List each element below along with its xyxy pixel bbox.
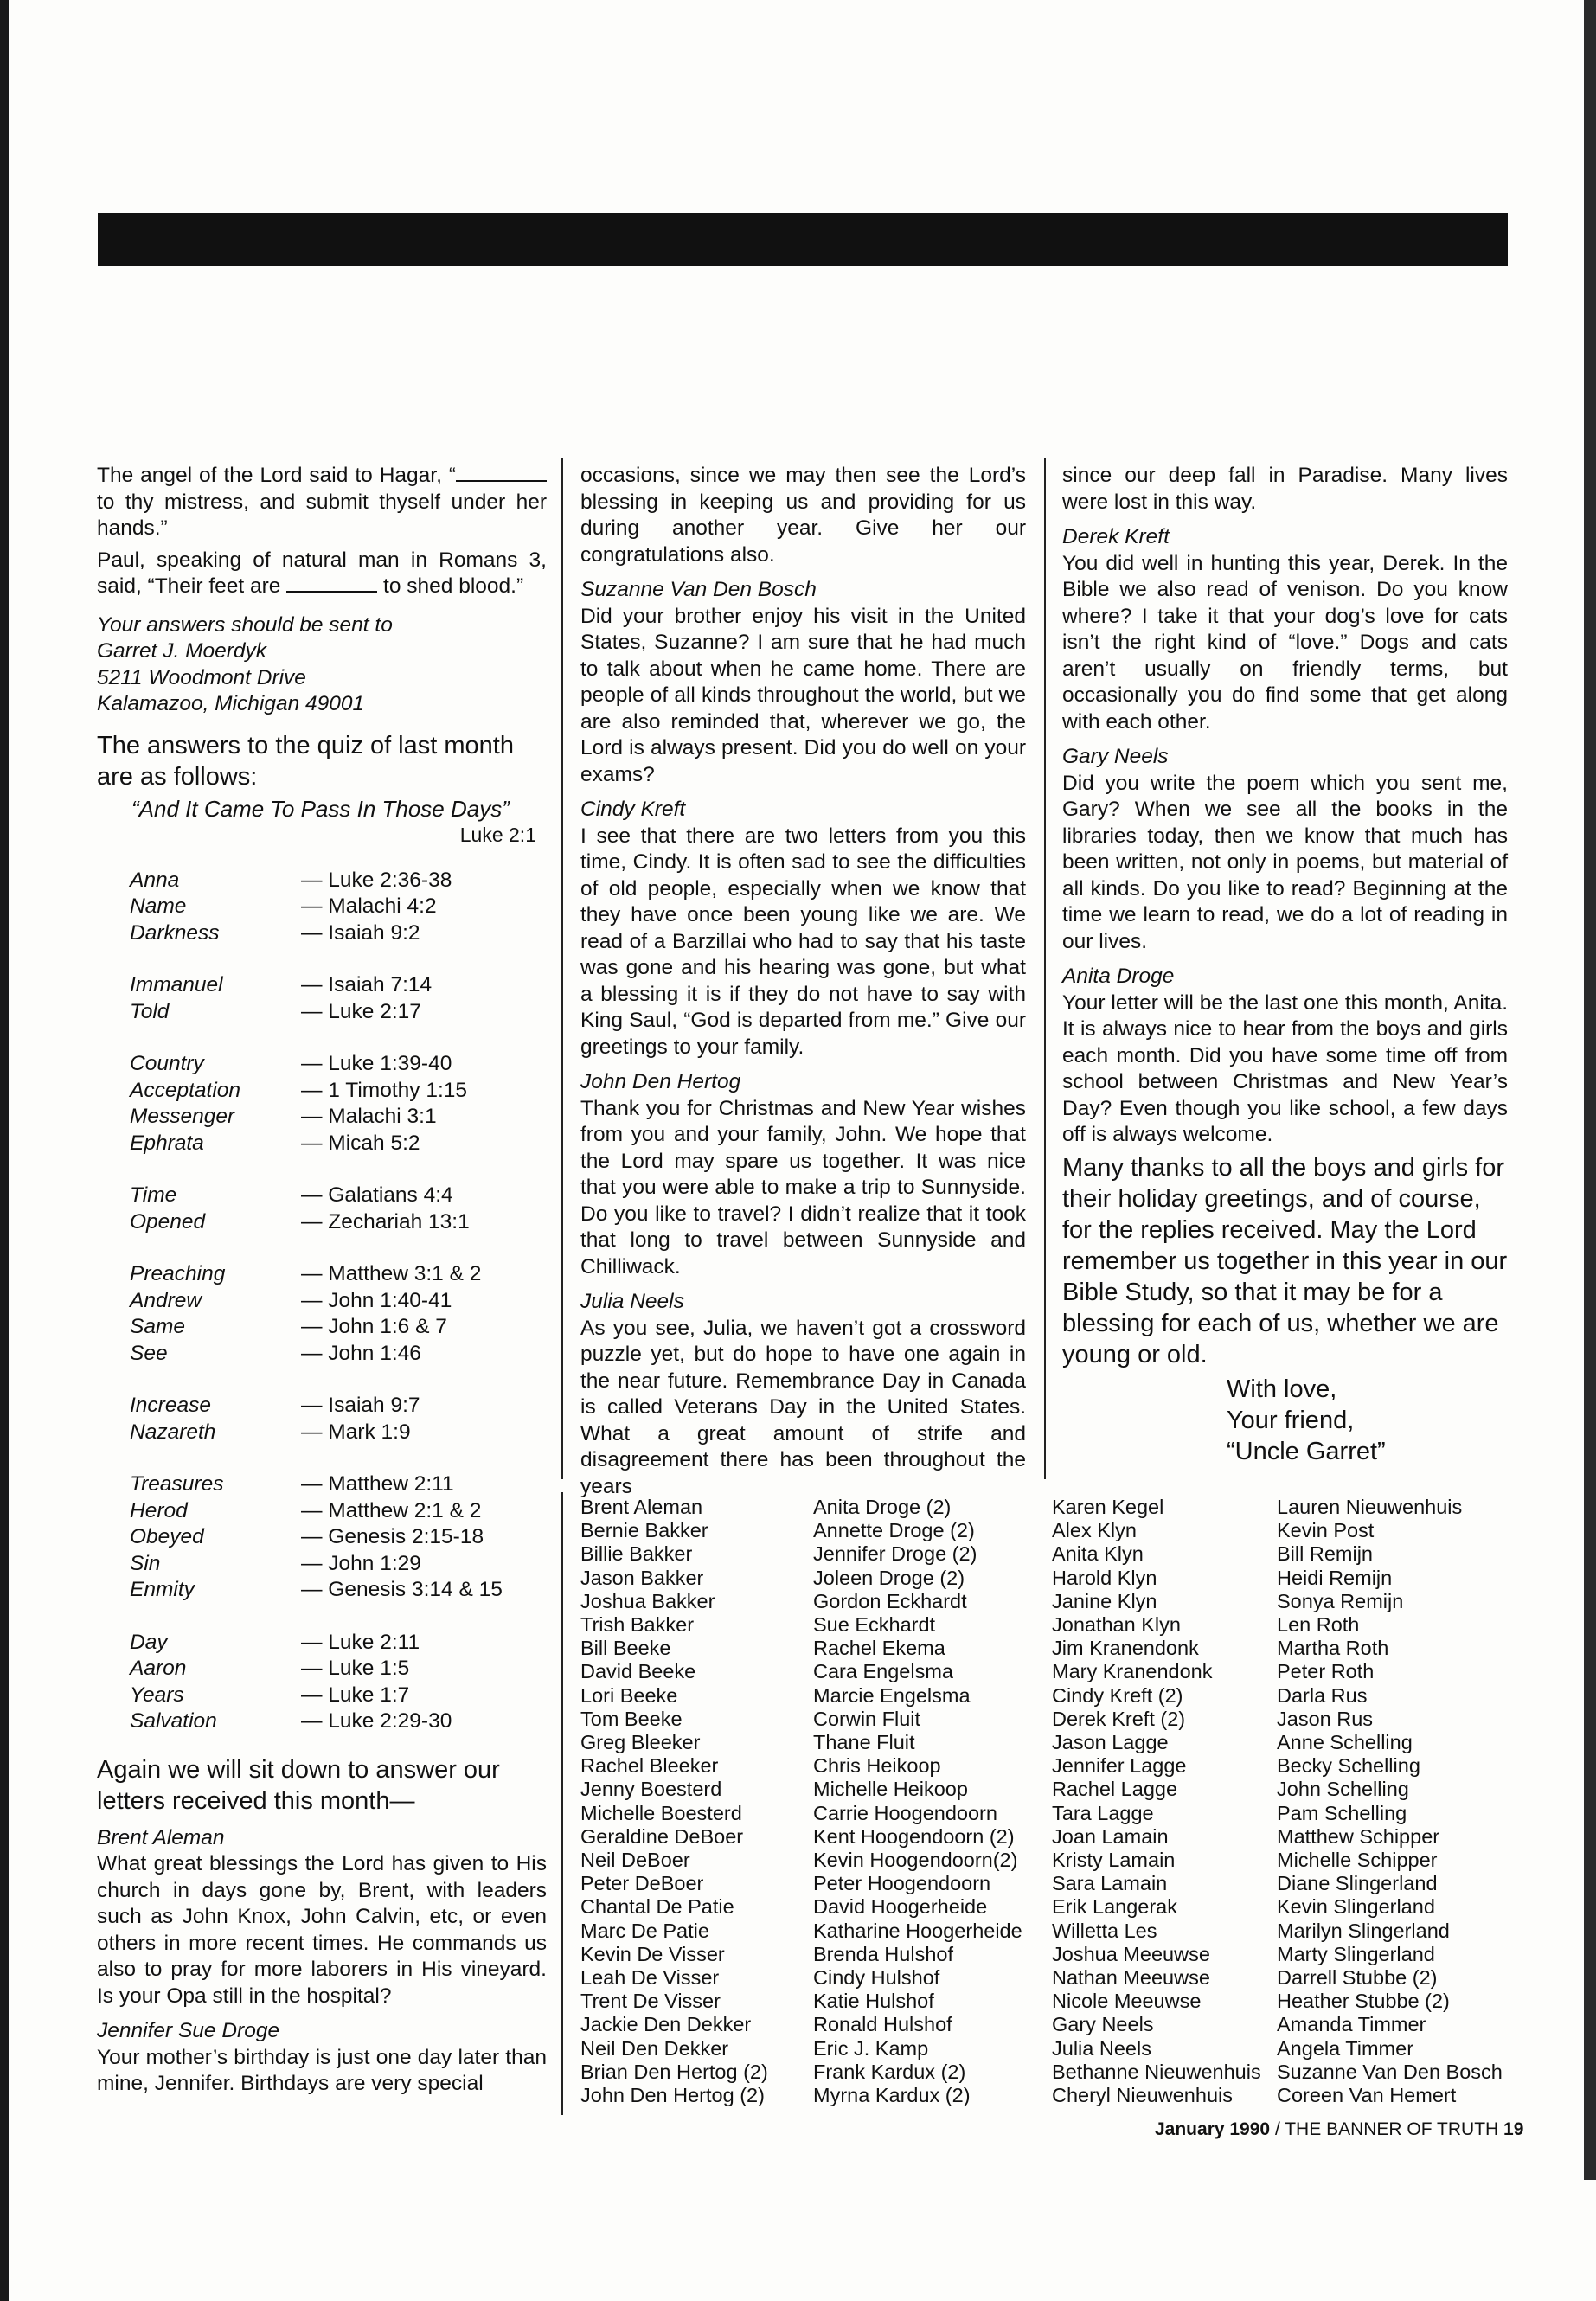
- name-entry: Derek Kreft (2): [1052, 1707, 1186, 1730]
- name-entry: Billie Bakker: [580, 1542, 693, 1566]
- quiz-reference: — Galatians 4:4: [301, 1183, 453, 1207]
- quiz-word: Acceptation: [130, 1078, 241, 1102]
- mailing-address: Your answers should be sent to Garret J. Moerdyk 5211 Woodmont Drive Kalamazoo, Michigan 49001: [97, 612, 393, 715]
- name-entry: Myrna Kardux (2): [813, 2084, 971, 2107]
- name-entry: Geraldine DeBoer: [580, 1824, 744, 1848]
- name-entry: Rachel Bleeker: [580, 1754, 719, 1778]
- quiz-row: [130, 1261, 547, 1288]
- quiz-word: Herod: [130, 1498, 188, 1522]
- quiz-group: [130, 1630, 547, 1735]
- name-entry: Anita Klyn: [1052, 1542, 1144, 1566]
- quiz-row: [130, 1577, 547, 1604]
- name-entry: Erik Langerak: [1052, 1895, 1177, 1919]
- quiz-word: Preaching: [130, 1262, 226, 1285]
- signature: With love, Your friend, “Uncle Garret”: [1227, 1375, 1386, 1465]
- name-entry: Lauren Nieuwenhuis: [1277, 1496, 1463, 1518]
- quiz-group: [130, 1261, 547, 1367]
- quiz-reference: — Luke 2:29-30: [301, 1709, 452, 1733]
- letter-name: Anita Droge: [1062, 965, 1175, 988]
- quiz-reference: — Luke 2:36-38: [301, 868, 452, 892]
- name-entry: Kevin Hoogendoorn(2): [813, 1849, 1018, 1872]
- column-2: [580, 463, 1026, 1503]
- letter-text: You did well in hunting this year, Derek. In the Bible we also read of venison. Do you know where? I take it that your dog’s love for cats isn’t the right kind of “love.” Dogs and cats aren’t usually on friendly terms, but occasionally you do find some that get along with each other.: [1062, 551, 1508, 734]
- name-entry: Marty Slingerland: [1277, 1942, 1435, 1965]
- quiz-reference: — Mark 1:9: [301, 1420, 411, 1444]
- quiz-word: Sin: [130, 1551, 161, 1575]
- quiz-reference: — John 1:6 & 7: [301, 1315, 447, 1338]
- quiz-reference: — John 1:46: [301, 1341, 421, 1365]
- name-entry: Pam Schelling: [1277, 1801, 1407, 1824]
- answer-blank: [456, 463, 547, 482]
- name-entry: Michelle Schipper: [1277, 1849, 1438, 1872]
- name-entry: Kristy Lamain: [1052, 1849, 1176, 1872]
- quiz-reference: — Luke 2:11: [301, 1630, 420, 1654]
- name-entry: Bill Remijn: [1277, 1542, 1373, 1566]
- letter-text: As you see, Julia, we haven’t got a crossword puzzle yet, but do hope to have one again in the near future. Remembrance Day in Canada is called Veterans Day in the United States. What a great amount of strife and disagreement there has been throughout the years: [580, 1316, 1026, 1498]
- names-column: [580, 1496, 768, 2107]
- name-entry: Peter DeBoer: [580, 1872, 704, 1895]
- name-entry: Marcie Engelsma: [813, 1683, 971, 1707]
- quiz-word: Time: [130, 1183, 177, 1207]
- quiz-word: Messenger: [130, 1105, 235, 1128]
- header-banner: [98, 213, 1508, 266]
- letter-name: Suzanne Van Den Bosch: [580, 578, 817, 601]
- quiz-row: [130, 1288, 547, 1315]
- quiz-question: Paul, speaking of natural man in Romans 3, said, “Their feet are to shed blood.”: [97, 548, 547, 598]
- name-entry: Harold Klyn: [1052, 1566, 1157, 1589]
- quiz-row: [130, 894, 547, 920]
- letter-name: John Den Hertog: [580, 1070, 741, 1093]
- letter-text: Thank you for Christmas and New Year wishes from you and your family, John. We hope that the Lord may spare us together. It was nice that you were able to make a trip to Sunnyside. Do you like to travel? I didn’t realize that it took that long to travel between Sunnyside and Chilliwack.: [580, 1096, 1026, 1279]
- name-entry: Len Roth: [1277, 1613, 1360, 1637]
- name-entry: Brenda Hulshof: [813, 1942, 953, 1965]
- name-entry: Brian Den Hertog (2): [580, 2060, 768, 2083]
- quiz-word: Andrew: [130, 1288, 202, 1312]
- name-entry: Nicole Meeuwse: [1052, 1990, 1202, 2013]
- name-entry: John Den Hertog (2): [580, 2084, 765, 2107]
- letter-text: Your letter will be the last one this month, Anita. It is always nice to hear from the boys and girls each month. Did you have some time off from school between Christmas and New Year’s Day? Even though you like school, a few days off is always welcome.: [1062, 990, 1508, 1146]
- name-entry: Nathan Meeuwse: [1052, 1966, 1210, 1990]
- letter-name: Jennifer Sue Droge: [97, 2019, 280, 2042]
- name-entry: Anita Droge (2): [813, 1496, 952, 1518]
- quiz-row: [130, 1524, 547, 1551]
- quiz-word: See: [130, 1341, 168, 1365]
- quiz-group: [130, 1183, 547, 1235]
- name-entry: John Schelling: [1277, 1778, 1409, 1801]
- quiz-word: Treasures: [130, 1472, 224, 1496]
- quiz-reference: — Isaiah 7:14: [301, 973, 433, 997]
- letter-name: Cindy Kreft: [580, 798, 686, 821]
- quiz-reference: — Luke 1:7: [301, 1682, 410, 1707]
- name-entry: Diane Slingerland: [1277, 1872, 1438, 1895]
- letter-text: I see that there are two letters from you this time, Cindy. It is often sad to see the difficulties of old people, especially when we know that they have once been young like we are. We read of a Barzillai who had to say that his taste was gone and his hearing was gone, but what a blessing it is if they do not have to say with King Saul, “God is departed from me.” Give our greetings to your family.: [580, 824, 1026, 1059]
- quiz-reference: — Luke 1:39-40: [301, 1052, 452, 1075]
- quiz-reference: — Micah 5:2: [301, 1131, 420, 1155]
- name-entry: Tom Beeke: [580, 1707, 683, 1730]
- column-rule: [561, 458, 563, 1479]
- name-entry: Willetta Les: [1052, 1919, 1157, 1942]
- quiz-reference: — John 1:40-41: [301, 1288, 452, 1312]
- names-column: [813, 1496, 1022, 2107]
- quiz-word: Enmity: [130, 1578, 195, 1601]
- quiz-row: [130, 1078, 547, 1105]
- quiz-word: Told: [130, 999, 170, 1023]
- name-entry: Cara Engelsma: [813, 1660, 953, 1683]
- quiz-row: [130, 999, 547, 1026]
- quiz-row: [130, 1630, 547, 1657]
- quiz-word: Salvation: [130, 1709, 217, 1733]
- quiz-row: [130, 1183, 547, 1209]
- closing-message: Many thanks to all the boys and girls for their holiday greetings, and of course, for the replies received. May the Lord remember us together in this year in our Bible Study, so that it may be for a blessing for each of us, whether we are young or old.: [1062, 1153, 1508, 1368]
- quiz-reference: — Malachi 3:1: [301, 1105, 437, 1128]
- quiz-row: [130, 1341, 547, 1368]
- name-entry: Kevin Slingerland: [1277, 1895, 1435, 1919]
- quiz-reference: — Luke 2:17: [301, 999, 421, 1023]
- letter-text: Your mother’s birthday is just one day later than mine, Jennifer. Birthdays are very special: [97, 2045, 547, 2095]
- name-entry: Janine Klyn: [1052, 1589, 1157, 1612]
- name-entry: Matthew Schipper: [1277, 1824, 1440, 1848]
- name-entry: Becky Schelling: [1277, 1754, 1420, 1778]
- quiz-row: [130, 1656, 547, 1682]
- quiz-row: [130, 1682, 547, 1709]
- name-entry: Joan Lamain: [1052, 1824, 1169, 1848]
- answer-blank: [286, 574, 377, 593]
- quiz-row: [130, 868, 547, 894]
- name-entry: Brent Aleman: [580, 1496, 703, 1518]
- name-entry: Chris Heikoop: [813, 1754, 941, 1778]
- name-entry: Ronald Hulshof: [813, 2013, 952, 2036]
- name-entry: Bethanne Nieuwenhuis: [1052, 2060, 1261, 2083]
- quiz-row: [130, 1393, 547, 1420]
- name-entry: David Hoogerheide: [813, 1895, 988, 1919]
- quiz-word: Anna: [130, 868, 180, 892]
- name-entry: Leah De Visser: [580, 1966, 720, 1990]
- name-entry: Mary Kranendonk: [1052, 1660, 1213, 1683]
- quiz-word: Years: [130, 1682, 184, 1707]
- quiz-row: [130, 1551, 547, 1578]
- quiz-group: [130, 868, 547, 947]
- name-entry: Anne Schelling: [1277, 1731, 1413, 1754]
- quiz-word: Opened: [130, 1209, 206, 1234]
- name-entry: Michelle Heikoop: [813, 1778, 968, 1801]
- name-entry: Peter Hoogendoorn: [813, 1872, 991, 1895]
- name-entry: Chantal De Patie: [580, 1895, 734, 1919]
- quiz-row: [130, 1051, 547, 1078]
- letter-name: Brent Aleman: [97, 1825, 225, 1849]
- name-entry: Sonya Remijn: [1277, 1589, 1404, 1612]
- quiz-reference: — John 1:29: [301, 1551, 421, 1575]
- name-entry: Joshua Bakker: [580, 1589, 715, 1612]
- quiz-reference: — Isaiah 9:2: [301, 920, 420, 945]
- name-entry: Kevin Post: [1277, 1519, 1375, 1542]
- letter-text: occasions, since we may then see the Lord’s blessing in keeping us and providing for us during another year. Give her our congratulations also.: [580, 464, 1026, 567]
- name-entry: Darla Rus: [1277, 1683, 1368, 1707]
- quiz-row: [130, 972, 547, 999]
- letter-name: Derek Kreft: [1062, 525, 1170, 548]
- name-entry: Michelle Boesterd: [580, 1801, 742, 1824]
- quiz-word: Country: [130, 1052, 204, 1075]
- name-entry: Sue Eckhardt: [813, 1613, 936, 1637]
- quiz-reference: — Matthew 3:1 & 2: [301, 1262, 482, 1285]
- name-entry: Heidi Remijn: [1277, 1566, 1393, 1589]
- quiz-word: Increase: [130, 1394, 211, 1417]
- column-rule: [1044, 458, 1046, 1479]
- name-entry: Tara Lagge: [1052, 1801, 1154, 1824]
- name-entry: Corwin Fluit: [813, 1707, 921, 1730]
- name-entry: Karen Kegel: [1052, 1496, 1164, 1518]
- name-entry: Jason Rus: [1277, 1707, 1374, 1730]
- name-entry: Jason Lagge: [1052, 1731, 1169, 1754]
- letter-name: Gary Neels: [1062, 745, 1169, 768]
- name-entry: Jim Kranendonk: [1052, 1637, 1199, 1660]
- name-entry: Heather Stubbe (2): [1277, 1990, 1450, 2013]
- column-rule: [561, 1492, 563, 2115]
- name-entry: Thane Fluit: [813, 1731, 915, 1754]
- name-entry: Marc De Patie: [580, 1919, 709, 1942]
- scan-right-edge: [1584, 0, 1596, 2180]
- name-entry: Lori Beeke: [580, 1683, 678, 1707]
- quiz-word: Obeyed: [130, 1525, 204, 1548]
- quiz-group: [130, 972, 547, 1025]
- name-entry: Kevin De Visser: [580, 1942, 725, 1965]
- name-entry: Alex Klyn: [1052, 1519, 1137, 1542]
- quiz-row: [130, 1104, 547, 1131]
- column-3: [1062, 463, 1508, 1467]
- quiz-word: Same: [130, 1315, 186, 1338]
- quiz-row: [130, 1314, 547, 1341]
- name-entry: Kent Hoogendoorn (2): [813, 1824, 1015, 1848]
- name-entry: Trish Bakker: [580, 1613, 695, 1637]
- quiz-reference: Luke 2:1: [459, 824, 536, 846]
- name-entry: Jennifer Lagge: [1052, 1754, 1187, 1778]
- name-entry: Katharine Hoogerheide: [813, 1919, 1022, 1942]
- name-entry: Angela Timmer: [1277, 2036, 1414, 2060]
- name-entry: Coreen Van Hemert: [1277, 2084, 1457, 2107]
- name-entry: Martha Roth: [1277, 1637, 1389, 1660]
- name-entry: David Beeke: [580, 1660, 696, 1683]
- answers-heading: The answers to the quiz of last month are as follows:: [97, 731, 514, 791]
- name-entry: Jason Bakker: [580, 1566, 704, 1589]
- quiz-row: [130, 1420, 547, 1446]
- quiz-word: Darkness: [130, 920, 220, 945]
- name-entry: Cindy Kreft (2): [1052, 1683, 1183, 1707]
- quiz-word: Day: [130, 1630, 168, 1654]
- name-entry: Rachel Lagge: [1052, 1778, 1178, 1801]
- name-entry: Neil DeBoer: [580, 1849, 690, 1872]
- name-entry: Annette Droge (2): [813, 1519, 975, 1542]
- quiz-reference: — Luke 1:5: [301, 1657, 410, 1680]
- column-1: [97, 463, 547, 2101]
- name-entry: Gary Neels: [1052, 2013, 1154, 2036]
- name-entry: Trent De Visser: [580, 1990, 721, 2013]
- letter-name: Julia Neels: [580, 1290, 684, 1313]
- name-entry: Suzanne Van Den Bosch: [1277, 2060, 1503, 2083]
- name-entry: Jenny Boesterd: [580, 1778, 722, 1801]
- name-entry: Jonathan Klyn: [1052, 1613, 1181, 1637]
- quiz-reference: — Malachi 4:2: [301, 894, 437, 918]
- quiz-reference: — Matthew 2:1 & 2: [301, 1498, 482, 1522]
- name-entry: Neil Den Dekker: [580, 2036, 729, 2060]
- name-entry: Cindy Hulshof: [813, 1966, 940, 1990]
- quiz-reference: — Matthew 2:11: [301, 1472, 454, 1496]
- name-entry: Julia Neels: [1052, 2036, 1151, 2060]
- name-entry: Katie Hulshof: [813, 1990, 934, 2013]
- quiz-word: Aaron: [130, 1657, 187, 1680]
- quiz-title: “And It Came To Pass In Those Days”: [131, 795, 510, 822]
- name-entry: Joleen Droge (2): [813, 1566, 965, 1589]
- letter-text: What great blessings the Lord has given to His church in days gone by, Brent, with leaders such as John Knox, John Calvin, etc, or even others in more recent times. He commands us also to pray for more laborers in His vineyard. Is your Opa still in the hospital?: [97, 1852, 547, 2008]
- name-entry: Peter Roth: [1277, 1660, 1375, 1683]
- names-column: [1277, 1496, 1503, 2107]
- quiz-word: Nazareth: [130, 1420, 216, 1444]
- quiz-row: [130, 1131, 547, 1157]
- name-entry: Bill Beeke: [580, 1637, 671, 1660]
- quiz-reference: — Genesis 3:14 & 15: [301, 1578, 503, 1601]
- quiz-word: Name: [130, 894, 187, 918]
- name-entry: Eric J. Kamp: [813, 2036, 929, 2060]
- letters-intro: Again we will sit down to answer our letters received this month—: [97, 1755, 500, 1815]
- scan-left-edge: [0, 0, 9, 2301]
- quiz-question: The angel of the Lord said to Hagar, “ to thy mistress, and submit thyself under her hands.”: [97, 464, 547, 540]
- quiz-reference: — Isaiah 9:7: [301, 1394, 420, 1417]
- name-entry: Darrell Stubbe (2): [1277, 1966, 1438, 1990]
- quiz-row: [130, 1498, 547, 1525]
- name-entry: Greg Bleeker: [580, 1731, 701, 1754]
- quiz-row: [130, 1471, 547, 1498]
- quiz-row: [130, 1708, 547, 1735]
- names-column: [1052, 1496, 1261, 2107]
- name-entry: Cheryl Nieuwenhuis: [1052, 2084, 1233, 2107]
- quiz-word: Immanuel: [130, 973, 223, 997]
- name-entry: Gordon Eckhardt: [813, 1589, 967, 1612]
- quiz-reference: — Zechariah 13:1: [301, 1209, 470, 1234]
- letter-text: Did your brother enjoy his visit in the United States, Suzanne? I am sure that he had much to talk about when he came home. There are people of all kinds throughout the world, but we are also reminded that, wherever we go, the Lord is always present. Did you do well on your exams?: [580, 604, 1026, 786]
- name-entry: Joshua Meeuwse: [1052, 1942, 1210, 1965]
- name-entry: Marilyn Slingerland: [1277, 1919, 1450, 1942]
- quiz-row: [130, 1209, 547, 1236]
- name-entry: Jackie Den Dekker: [580, 2013, 752, 2036]
- name-entry: Frank Kardux (2): [813, 2060, 966, 2083]
- name-entry: Rachel Ekema: [813, 1637, 945, 1660]
- name-entry: Carrie Hoogendoorn: [813, 1801, 997, 1824]
- letter-text: since our deep fall in Paradise. Many lives were lost in this way.: [1062, 464, 1508, 514]
- quiz-answers: [130, 868, 547, 1735]
- quiz-group: [130, 1471, 547, 1604]
- name-entry: Bernie Bakker: [580, 1519, 708, 1542]
- quiz-reference: — 1 Timothy 1:15: [301, 1078, 468, 1102]
- name-entry: Sara Lamain: [1052, 1872, 1168, 1895]
- quiz-word: Ephrata: [130, 1131, 204, 1155]
- quiz-group: [130, 1051, 547, 1157]
- quiz-group: [130, 1393, 547, 1445]
- name-entry: Amanda Timmer: [1277, 2013, 1426, 2036]
- quiz-reference: — Genesis 2:15-18: [301, 1525, 484, 1548]
- quiz-row: [130, 920, 547, 947]
- letter-text: Did you write the poem which you sent me, Gary? When we see all the books in the libraries today, then we know that much has been written, not only in poems, but material of all kinds. Do you like to read? Beginning at the time we learn to read, we do a lot of reading in our lives.: [1062, 771, 1508, 953]
- page-footer: January 1990 / THE BANNER OF TRUTH 19: [1155, 2119, 1524, 2139]
- name-entry: Jennifer Droge (2): [813, 1542, 977, 1566]
